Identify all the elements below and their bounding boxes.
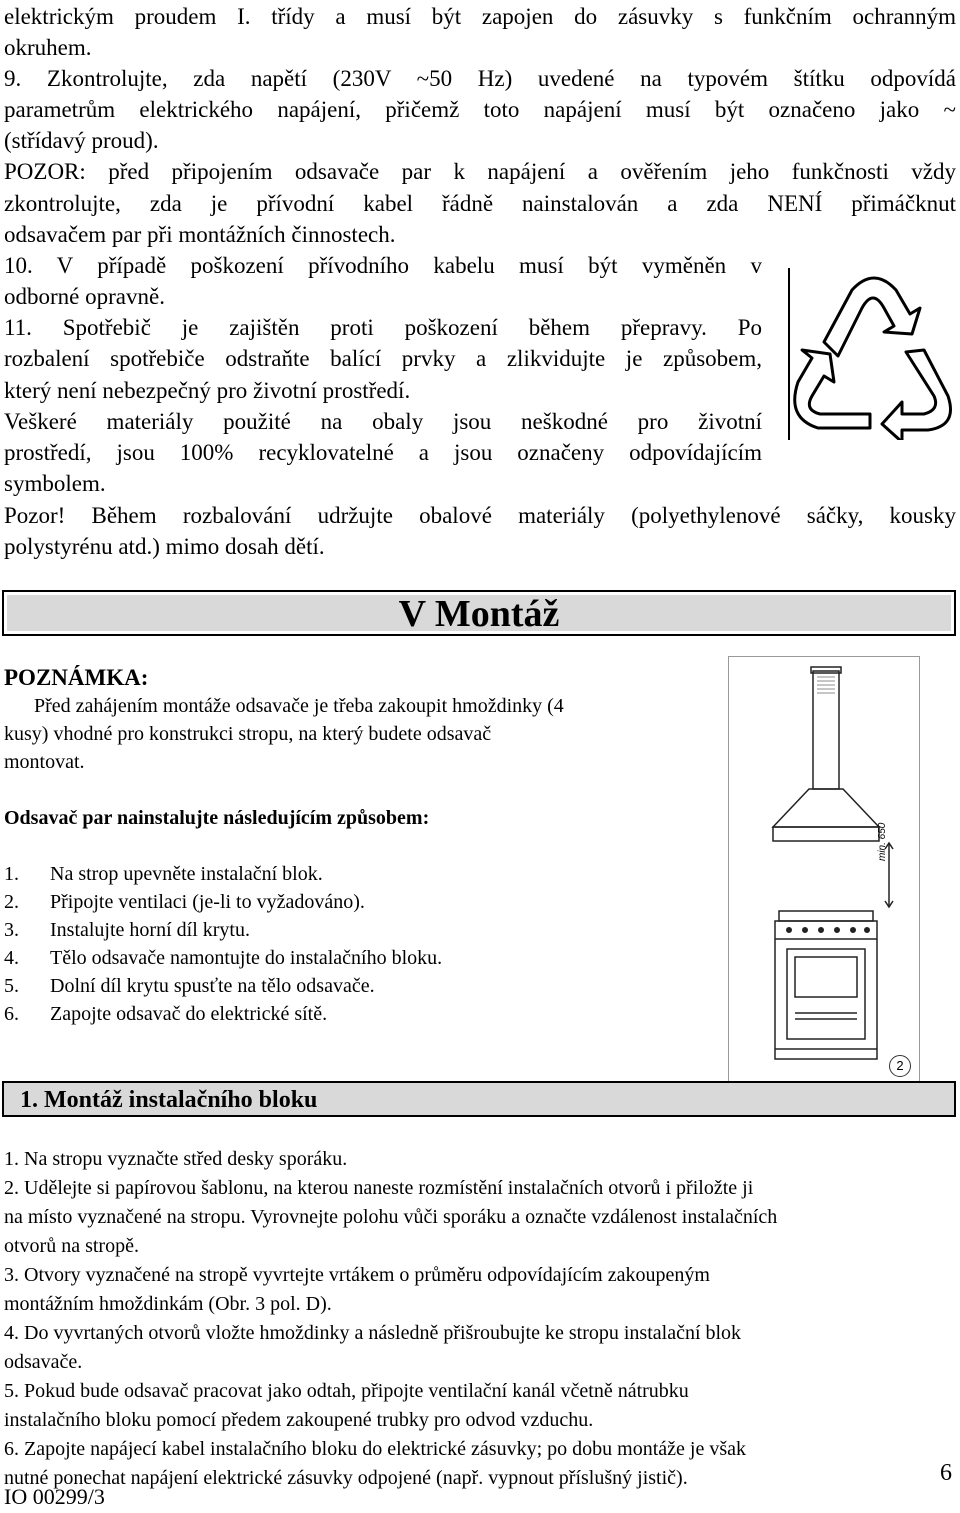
block-step-line: montážním hmoždinkám (Obr. 3 pol. D). bbox=[4, 1293, 332, 1315]
intro-line: 11. Spotřebič je zajištěn proti poškození během přepravy. Po bbox=[4, 315, 762, 340]
subsection-heading-bar bbox=[2, 1081, 956, 1117]
step-text: Zapojte odsavač do elektrické sítě. bbox=[50, 1003, 328, 1025]
step-number: 4. bbox=[4, 947, 19, 969]
installation-figure bbox=[728, 656, 920, 1082]
install-heading: Odsavač par nainstalujte následujícím způsobem: bbox=[4, 807, 430, 829]
block-step-line: 6. Zapojte napájecí kabel instalačního bloku do elektrické zásuvky; po dobu montáže je však bbox=[4, 1438, 746, 1460]
step-text: Na strop upevněte instalační blok. bbox=[50, 863, 323, 885]
intro-line: POZOR: před připojením odsavače par k napájení a ověřením jeho funkčnosti vždy bbox=[4, 159, 956, 184]
install-steps-list bbox=[4, 860, 442, 1028]
hood-diagram bbox=[729, 657, 919, 1081]
recycling-icon bbox=[788, 268, 958, 440]
dimension-label: min. 650 bbox=[877, 822, 888, 861]
block-step-line: odsavače. bbox=[4, 1351, 83, 1373]
intro-line: elektrickým proudem I. třídy a musí být zapojen do zásuvky s funkčním ochranným bbox=[4, 4, 956, 29]
step-number: 5. bbox=[4, 975, 19, 997]
intro-line: prostředí, jsou 100% recyklovatelné a jsou označeny odpovídajícím bbox=[4, 440, 762, 465]
block-step-line: 3. Otvory vyznačené na stropě vyvrtejte vrtákem o průměru odpovídajícím zakoupeným bbox=[4, 1264, 710, 1286]
step-number: 2. bbox=[4, 891, 19, 913]
intro-line: 10. V případě poškození přívodního kabelu musí být vyměněn v bbox=[4, 253, 762, 278]
subsection-title: 1. Montáž instalačního bloku bbox=[20, 1087, 318, 1113]
intro-line: 9. Zkontrolujte, zda napětí (230V ~50 Hz) uvedené na typovém štítku odpovídá bbox=[4, 66, 956, 91]
step-number: 3. bbox=[4, 919, 19, 941]
note-text bbox=[4, 692, 704, 776]
step-text: Dolní díl krytu spusťte na tělo odsavače. bbox=[50, 975, 375, 997]
block-step-line: 4. Do vyvrtaných otvorů vložte hmoždinky a následně přišroubujte ke stropu instalační blok bbox=[4, 1322, 742, 1344]
section-heading-bar bbox=[2, 590, 956, 636]
list-item bbox=[4, 888, 442, 916]
block-step-line: 5. Pokud bude odsavač pracovat jako odtah, připojte ventilační kanál včetně nátrubku bbox=[4, 1380, 689, 1402]
intro-line: okruhem. bbox=[4, 35, 92, 60]
intro-line: který není nebezpečný pro životní prostředí. bbox=[4, 378, 411, 403]
intro-line: symbolem. bbox=[4, 471, 106, 496]
intro-line: polystyrénu atd.) mimo dosah dětí. bbox=[4, 534, 325, 559]
step-text: Instalujte horní díl krytu. bbox=[50, 919, 250, 941]
page-number: 6 bbox=[940, 1460, 952, 1486]
intro-line: (střídavý proud). bbox=[4, 128, 159, 153]
intro-line: odborné opravně. bbox=[4, 284, 165, 309]
note-line: Před zahájením montáže odsavače je třeba zakoupit hmoždinky (4 bbox=[34, 695, 564, 717]
block-step-line: nutné ponechat napájení elektrické zásuvky odpojené (např. vypnout příslušný jistič). bbox=[4, 1467, 688, 1489]
list-item bbox=[4, 944, 442, 972]
note-line: kusy) vhodné pro konstrukci stropu, na který budete odsavač bbox=[4, 723, 492, 745]
block-step-line: otvorů na stropě. bbox=[4, 1235, 139, 1257]
document-code: IO 00299/3 bbox=[4, 1484, 105, 1509]
figure-number-badge: 2 bbox=[889, 1055, 911, 1077]
step-number: 6. bbox=[4, 1003, 19, 1025]
block-step-line: 1. Na stropu vyznačte střed desky sporáku. bbox=[4, 1148, 348, 1170]
intro-line: odsavačem par při montážních činnostech. bbox=[4, 222, 396, 247]
list-item bbox=[4, 916, 442, 944]
block-step-line: 2. Udělejte si papírovou šablonu, na kterou naneste rozmístění instalačních otvorů i přiložte ji bbox=[4, 1177, 754, 1199]
intro-line: Veškeré materiály použité na obaly jsou neškodné pro životní bbox=[4, 409, 762, 434]
section-title: V Montáž bbox=[398, 593, 560, 635]
list-item bbox=[4, 860, 442, 888]
step-text: Připojte ventilaci (je-li to vyžadováno). bbox=[50, 891, 365, 913]
step-text: Tělo odsavače namontujte do instalačního bloku. bbox=[50, 947, 443, 969]
intro-line: Pozor! Během rozbalování udržujte obalové materiály (polyethylenové sáčky, kousky bbox=[4, 503, 956, 528]
block-step-line: instalačního bloku pomocí předem zakoupené trubky pro odvod vzduchu. bbox=[4, 1409, 594, 1431]
block-steps-text bbox=[4, 1145, 954, 1493]
note-line: montovat. bbox=[4, 751, 85, 773]
list-item bbox=[4, 1000, 442, 1028]
intro-line: zkontrolujte, zda je přívodní kabel řádně nainstalován a zda NENÍ přimáčknut bbox=[4, 191, 956, 216]
note-heading: POZNÁMKA: bbox=[4, 665, 149, 690]
list-item bbox=[4, 972, 442, 1000]
intro-line: rozbalení spotřebiče odstraňte balící prvky a zlikvidujte je způsobem, bbox=[4, 346, 762, 371]
intro-line: parametrům elektrického napájení, přičemž toto napájení musí být označeno jako ~ bbox=[4, 97, 956, 122]
step-number: 1. bbox=[4, 863, 19, 885]
block-step-line: na místo vyznačené na stropu. Vyrovnejte polohu vůči sporáku a označte vzdálenost instalačních bbox=[4, 1206, 778, 1228]
